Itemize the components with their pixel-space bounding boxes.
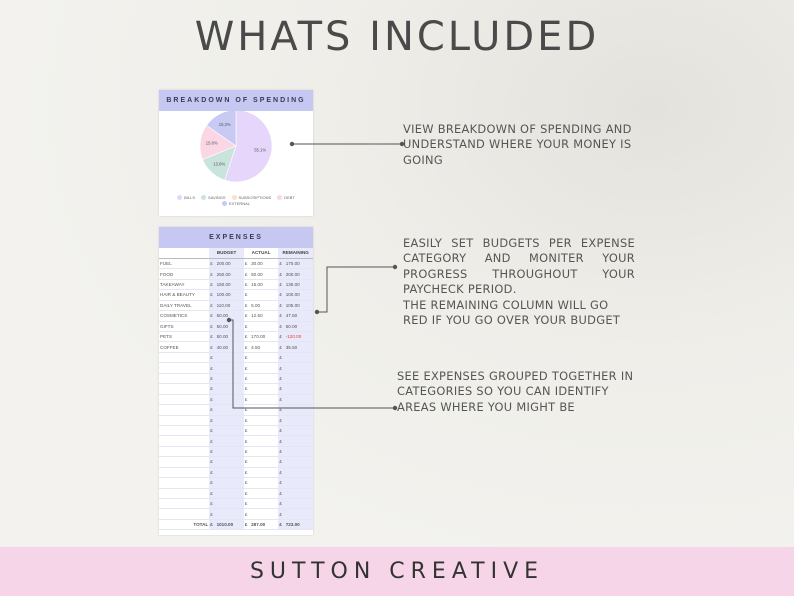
currency-symbol: £	[278, 279, 284, 289]
currency-symbol: £	[278, 457, 284, 467]
currency-symbol: £	[278, 394, 284, 404]
connector-dot-remaining-start	[315, 310, 319, 314]
category-cell: FUEL	[159, 258, 209, 268]
currency-symbol: £	[244, 373, 250, 383]
currency-symbol: £	[278, 373, 284, 383]
currency-symbol: £	[278, 352, 284, 362]
connector-dot-breakdown-start	[290, 142, 294, 146]
currency-symbol: £	[244, 394, 250, 404]
currency-symbol: £	[244, 290, 250, 300]
currency-symbol: £	[278, 499, 284, 509]
remaining-cell: 170.00	[285, 258, 313, 268]
budget-cell: 110.00	[216, 300, 244, 310]
actual-cell: 4.50	[250, 342, 278, 352]
currency-symbol: £	[209, 384, 215, 394]
column-header-remaining: REMAINING	[278, 248, 313, 258]
currency-symbol: £	[244, 342, 250, 352]
category-cell: DAILY TRAVEL	[159, 300, 209, 310]
remaining-cell: 35.50	[285, 342, 313, 352]
currency-symbol: £	[278, 488, 284, 498]
column-header-budget: BUDGET	[209, 248, 244, 258]
currency-symbol: £	[278, 311, 284, 321]
remaining-cell: 100.00	[285, 290, 313, 300]
budget-cell: 150.00	[216, 279, 244, 289]
currency-symbol: £	[209, 467, 215, 477]
actual-cell: 15.00	[250, 279, 278, 289]
currency-symbol: £	[209, 311, 215, 321]
currency-symbol: £	[244, 311, 250, 321]
currency-symbol: £	[209, 363, 215, 373]
remaining-cell: -120.00	[285, 332, 313, 342]
category-cell: TAKEAWAY	[159, 279, 209, 289]
budget-cell: 60.00	[216, 311, 244, 321]
currency-symbol: £	[278, 446, 284, 456]
pie-label-external: 15.3%	[218, 121, 231, 127]
currency-symbol: £	[209, 446, 215, 456]
pie-label-bills: 55.1%	[254, 147, 267, 153]
actual-cell: 12.50	[250, 311, 278, 321]
currency-symbol: £	[244, 363, 250, 373]
currency-symbol: £	[209, 478, 215, 488]
remaining-cell: 47.50	[285, 311, 313, 321]
breakdown-heading: BREAKDOWN OF SPENDING	[159, 90, 313, 111]
legend-label: DEBT	[284, 195, 295, 200]
connector-dot-remaining-end	[393, 265, 397, 269]
currency-symbol: £	[209, 519, 215, 529]
currency-symbol: £	[278, 478, 284, 488]
currency-symbol: £	[244, 352, 250, 362]
currency-symbol: £	[278, 509, 284, 519]
currency-symbol: £	[278, 415, 284, 425]
currency-symbol: £	[244, 436, 250, 446]
currency-symbol: £	[278, 332, 284, 342]
currency-symbol: £	[244, 279, 250, 289]
currency-symbol: £	[209, 405, 215, 415]
currency-symbol: £	[209, 488, 215, 498]
brand-name: SUTTON CREATIVE	[249, 559, 545, 584]
currency-symbol: £	[209, 352, 215, 362]
currency-symbol: £	[278, 342, 284, 352]
total-label: TOTAL	[159, 519, 209, 529]
currency-symbol: £	[278, 300, 284, 310]
legend-label: BILLS	[184, 195, 196, 200]
actual-cell: 30.00	[250, 258, 278, 268]
budget-cell: 100.00	[216, 290, 244, 300]
budget-cell: 50.00	[216, 321, 244, 331]
column-header-actual: ACTUAL	[244, 248, 279, 258]
budget-cell: 250.00	[216, 269, 244, 279]
description-budgets-line1: EASILY SET BUDGETS PER EXPENSE CATEGORY AND MONITER YOUR PROGRESS THROUGHOUT YOUR PAYCHECK PERIOD.	[403, 236, 635, 297]
actual-cell: 170.00	[250, 332, 278, 342]
category-cell: GIFTS	[159, 321, 209, 331]
currency-symbol: £	[244, 332, 250, 342]
description-budgets-line2: THE REMAINING COLUMN WILL GO RED IF YOU GO OVER YOUR BUDGET	[403, 297, 621, 328]
currency-symbol: £	[209, 415, 215, 425]
currency-symbol: £	[278, 425, 284, 435]
total-remaining: 723.00	[285, 519, 313, 529]
category-cell: HAIR & BEAUTY	[159, 290, 209, 300]
currency-symbol: £	[209, 269, 215, 279]
pie-label-debt: 15.8%	[205, 140, 218, 146]
currency-symbol: £	[209, 436, 215, 446]
page-title: WHATS INCLUDED	[194, 14, 600, 60]
currency-symbol: £	[209, 457, 215, 467]
currency-symbol: £	[209, 509, 215, 519]
currency-symbol: £	[209, 300, 215, 310]
currency-symbol: £	[278, 436, 284, 446]
budget-cell: 50.00	[216, 332, 244, 342]
currency-symbol: £	[278, 363, 284, 373]
currency-symbol: £	[244, 499, 250, 509]
budget-cell: 200.00	[216, 258, 244, 268]
currency-symbol: £	[244, 467, 250, 477]
currency-symbol: £	[244, 478, 250, 488]
connector-remaining	[317, 267, 395, 312]
currency-symbol: £	[278, 384, 284, 394]
currency-symbol: £	[209, 342, 215, 352]
description-breakdown: VIEW BREAKDOWN OF SPENDING AND UNDERSTAND WHERE YOUR MONEY IS GOING	[403, 122, 632, 167]
remaining-cell: 105.00	[285, 300, 313, 310]
remaining-cell: 200.00	[285, 269, 313, 279]
currency-symbol: £	[209, 279, 215, 289]
currency-symbol: £	[244, 321, 250, 331]
category-cell: PETS	[159, 332, 209, 342]
currency-symbol: £	[209, 425, 215, 435]
actual-cell: 5.00	[250, 300, 278, 310]
currency-symbol: £	[209, 258, 215, 268]
currency-symbol: £	[244, 405, 250, 415]
currency-symbol: £	[278, 269, 284, 279]
currency-symbol: £	[244, 269, 250, 279]
legend-label: SUBSCRIPTIONS	[238, 195, 272, 200]
currency-symbol: £	[278, 321, 284, 331]
currency-symbol: £	[278, 405, 284, 415]
expenses-heading: EXPENSES	[159, 227, 313, 248]
currency-symbol: £	[209, 332, 215, 342]
currency-symbol: £	[244, 425, 250, 435]
currency-symbol: £	[209, 321, 215, 331]
remaining-cell: 135.00	[285, 279, 313, 289]
currency-symbol: £	[244, 446, 250, 456]
currency-symbol: £	[278, 467, 284, 477]
currency-symbol: £	[244, 384, 250, 394]
currency-symbol: £	[209, 373, 215, 383]
connector-dot-categories-start	[227, 318, 231, 322]
currency-symbol: £	[209, 290, 215, 300]
currency-symbol: £	[278, 258, 284, 268]
legend-label: EXTERNAL	[228, 201, 251, 206]
currency-symbol: £	[278, 519, 284, 529]
category-cell: FOOD	[159, 269, 209, 279]
budget-cell: 40.00	[216, 342, 244, 352]
connector-categories	[229, 320, 395, 408]
description-budgets	[403, 236, 635, 328]
category-cell: COSMETICS	[159, 311, 209, 321]
currency-symbol: £	[244, 488, 250, 498]
legend-label: SAVINGS	[208, 195, 226, 200]
currency-symbol: £	[244, 457, 250, 467]
currency-symbol: £	[244, 519, 250, 529]
currency-symbol: £	[209, 394, 215, 404]
pie-label-savings: 13.8%	[213, 161, 226, 167]
footer-band	[0, 547, 794, 596]
currency-symbol: £	[244, 415, 250, 425]
description-categories: SEE EXPENSES GROUPED TOGETHER IN CATEGORIES SO YOU CAN IDENTIFY AREAS WHERE YOU MIGHT BE	[397, 369, 634, 414]
currency-symbol: £	[209, 499, 215, 509]
total-budget: 1010.00	[216, 519, 244, 529]
currency-symbol: £	[278, 290, 284, 300]
currency-symbol: £	[244, 300, 250, 310]
remaining-cell: 50.00	[285, 321, 313, 331]
currency-symbol: £	[244, 509, 250, 519]
actual-cell: 50.00	[250, 269, 278, 279]
category-cell: COFFEE	[159, 342, 209, 352]
currency-symbol: £	[244, 258, 250, 268]
total-actual: 287.00	[250, 519, 278, 529]
